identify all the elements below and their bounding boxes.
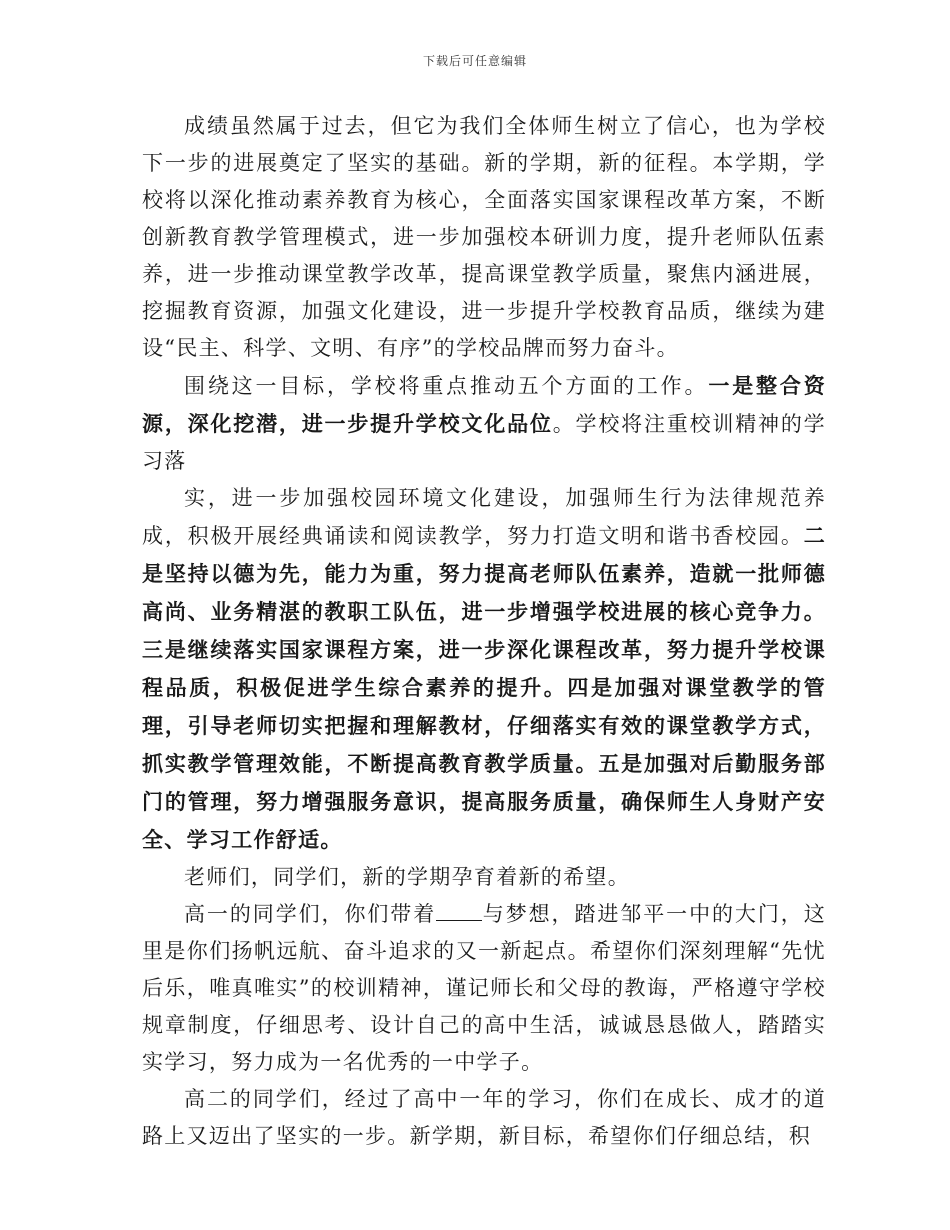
five-tasks-intro: 围绕这一目标，学校将重点推动五个方面的工作。 bbox=[184, 374, 709, 398]
task-one-text: 。学校将注重校训精神的学习落 bbox=[142, 412, 826, 473]
task-one-heading: 一是整合资源，深化挖潜，进一步提升学校文化品位 bbox=[142, 373, 826, 436]
paragraph-grade-two: 高二的同学们，经过了高中一年的学习，你们在成长、成才的道路上又迈出了坚实的一步。新学期，新目标，希望你们仔细总结，积 bbox=[142, 1087, 826, 1148]
paragraph-five-tasks bbox=[142, 367, 826, 480]
paragraph-achievements: 成绩虽然属于过去，但它为我们全体师生树立了信心，也为学校下一步的进展奠定了坚实的基础。新的学期，新的征程。本学期，学校将以深化推动素养教育为核心，全面落实国家课程改革方案，不断创新教育教学管理模式，进一步加强校本研训力度，提升老师队伍素养，进一步推动课堂教学改革，提高课堂教学质量，聚焦内涵进展，挖掘教育资源，加强文化建设，进一步提升学校教育品质，继续为建设“民主、科学、文明、有序”的学校品牌而努力奋斗。 bbox=[142, 114, 826, 360]
paragraph-grade-one bbox=[142, 896, 826, 1081]
fill-in-blank bbox=[436, 902, 482, 921]
document-body bbox=[142, 108, 826, 1155]
paragraph-address: 老师们，同学们，新的学期孕育着新的希望。 bbox=[184, 865, 630, 889]
grade-one-text-end: 与梦想，踏进邹平一中的大门，这里是你们扬帆远航、奋斗追求的又一新起点。希望你们深刻理解“先忧后乐，唯真唯实”的校训精神，谨记师长和父母的教诲，严格遵守学校规章制度，仔细思考、设计自己的高中生活，诚诚恳恳做人，踏踏实实学习，努力成为一名优秀的一中学子。 bbox=[142, 902, 826, 1074]
task-one-detail: 实，进一步加强校园环境文化建设，加强师生行为法律规范养成，积极开展经典诵读和阅读教学，努力打造文明和谐书香校园。 bbox=[142, 486, 826, 548]
tasks-two-to-five: 二是坚持以德为先，能力为重，努力提高老师队伍素养，造就一批师德高尚、业务精湛的教职工队伍，进一步增强学校进展的核心竞争力。三是继续落实国家课程方案，进一步深化课程改革，努力提升学校课程品质，积极促进学生综合素养的提升。四是加强对课堂教学的管理，引导老师切实把握和理解教材，仔细落实有效的课堂教学方式，抓实教学管理效能，不断提高教育教学质量。五是加强对后勤服务部门的管理，努力增强服务意识，提高服务质量，确保师生人身财产安全、学习工作舒适。 bbox=[142, 523, 826, 852]
page-header: 下载后可任意编辑 bbox=[422, 54, 527, 68]
grade-one-text-start: 高一的同学们，你们带着 bbox=[184, 902, 437, 926]
paragraph-tasks-continued bbox=[142, 480, 826, 859]
